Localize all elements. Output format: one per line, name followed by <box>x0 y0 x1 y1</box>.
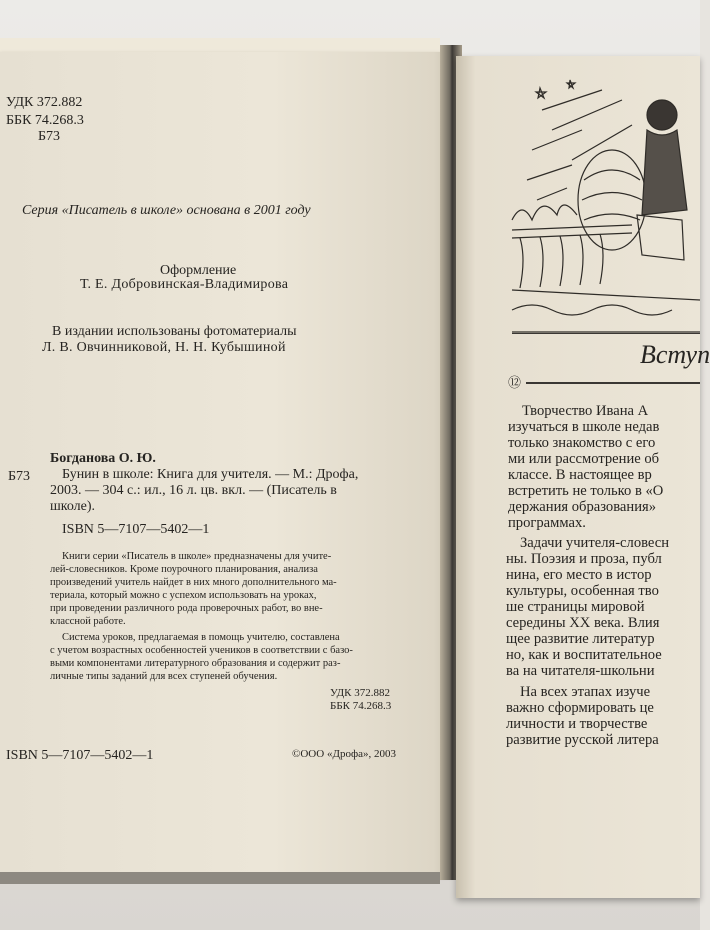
annotation-line: Система уроков, предлагаемая в помощь учителю, составлена <box>62 632 340 643</box>
body-line: важно сформировать це <box>506 700 654 716</box>
page-number-mark: ⑫ <box>508 375 522 390</box>
body-line: изучаться в школе недав <box>508 419 660 435</box>
annotation-line: выми компонентами литературного образования и содержит раз- <box>50 658 341 669</box>
body-line: ны. Поэзия и проза, публ <box>506 551 662 567</box>
book-cover-edge <box>0 872 440 884</box>
photo-credit-line1: В издании использованы фотоматериалы <box>52 324 297 339</box>
designer-name: Т. Е. Добровинская-Владимирова <box>80 277 289 292</box>
body-line: классе. В настоящее вр <box>508 467 652 483</box>
udk-code: УДК 372.882 <box>6 95 83 110</box>
body-line: но, как и воспитательное <box>506 647 662 663</box>
bibliography-line3: школе). <box>50 499 96 514</box>
body-line: ва на читателя-школьни <box>506 663 655 679</box>
body-line: культуры, особенная тво <box>506 583 659 599</box>
bibliography-line1: Бунин в школе: Книга для учителя. — М.: Дрофа, <box>62 467 359 482</box>
body-line: На всех этапах изуче <box>520 684 651 700</box>
isbn-bottom: ISBN 5—7107—5402—1 <box>6 748 154 763</box>
annotation-line: териала, который можно с успехом использовать на уроках, <box>50 590 317 601</box>
body-line: только знакомство с его <box>508 435 656 451</box>
section-rule <box>526 382 700 384</box>
isbn-middle: ISBN 5—7107—5402—1 <box>62 522 210 537</box>
photo-credit-line2: Л. В. Овчинниковой, Н. Н. Кубышиной <box>42 340 286 355</box>
annotation-line: произведений учитель найдет в них много дополнительного ма- <box>50 577 337 588</box>
illustration-frame-bottom <box>512 333 700 334</box>
body-line: щее развитие литератур <box>506 631 655 647</box>
body-line: нина, его место в истор <box>506 567 652 583</box>
body-line: развитие русской литера <box>506 732 659 748</box>
series-note: Серия «Писатель в школе» основана в 2001 году <box>22 203 311 218</box>
annotation-line: при проведении различного рода проверочных работ, во вне- <box>50 603 323 614</box>
author-name: Богданова О. Ю. <box>50 451 156 466</box>
bibliography-line2: 2003. — 304 с.: ил., 16 л. цв. вкл. — (Писатель в <box>50 483 337 498</box>
design-heading: Оформление <box>160 263 237 278</box>
margin-author-mark: Б73 <box>8 469 31 484</box>
body-line: ми или рассмотрение об <box>508 451 660 467</box>
poet-illustration <box>512 70 700 332</box>
annotation-line: лей-словесников. Кроме поурочного планирования, анализа <box>50 564 318 575</box>
annotation-line: личные типы заданий для всех ступеней обучения. <box>50 671 278 682</box>
udk-bottom: УДК 372.882 <box>330 687 391 699</box>
body-line: середины XX века. Влия <box>506 615 660 631</box>
body-line: Задачи учителя-словесн <box>520 535 670 551</box>
annotation-line: Книги серии «Писатель в школе» предназначены для учите- <box>62 551 332 562</box>
body-line: личности и творчестве <box>506 716 648 732</box>
copyright: ©ООО «Дрофа», 2003 <box>292 748 396 760</box>
body-line: держания образования» <box>508 499 657 515</box>
section-title: Вступ <box>640 340 710 369</box>
author-mark: Б73 <box>38 129 61 144</box>
annotation-line: с учетом возрастных особенностей учеников в соответствии с базо- <box>50 645 353 656</box>
body-line: встретить не только в «О <box>508 483 664 499</box>
body-line: программах. <box>508 515 586 531</box>
annotation-line: классной работе. <box>50 616 126 627</box>
bbk-bottom: ББК 74.268.3 <box>330 700 392 712</box>
bbk-code: ББК 74.268.3 <box>6 113 84 128</box>
body-line: ше страницы мировой <box>506 599 645 615</box>
body-line: Творчество Ивана А <box>522 403 649 419</box>
